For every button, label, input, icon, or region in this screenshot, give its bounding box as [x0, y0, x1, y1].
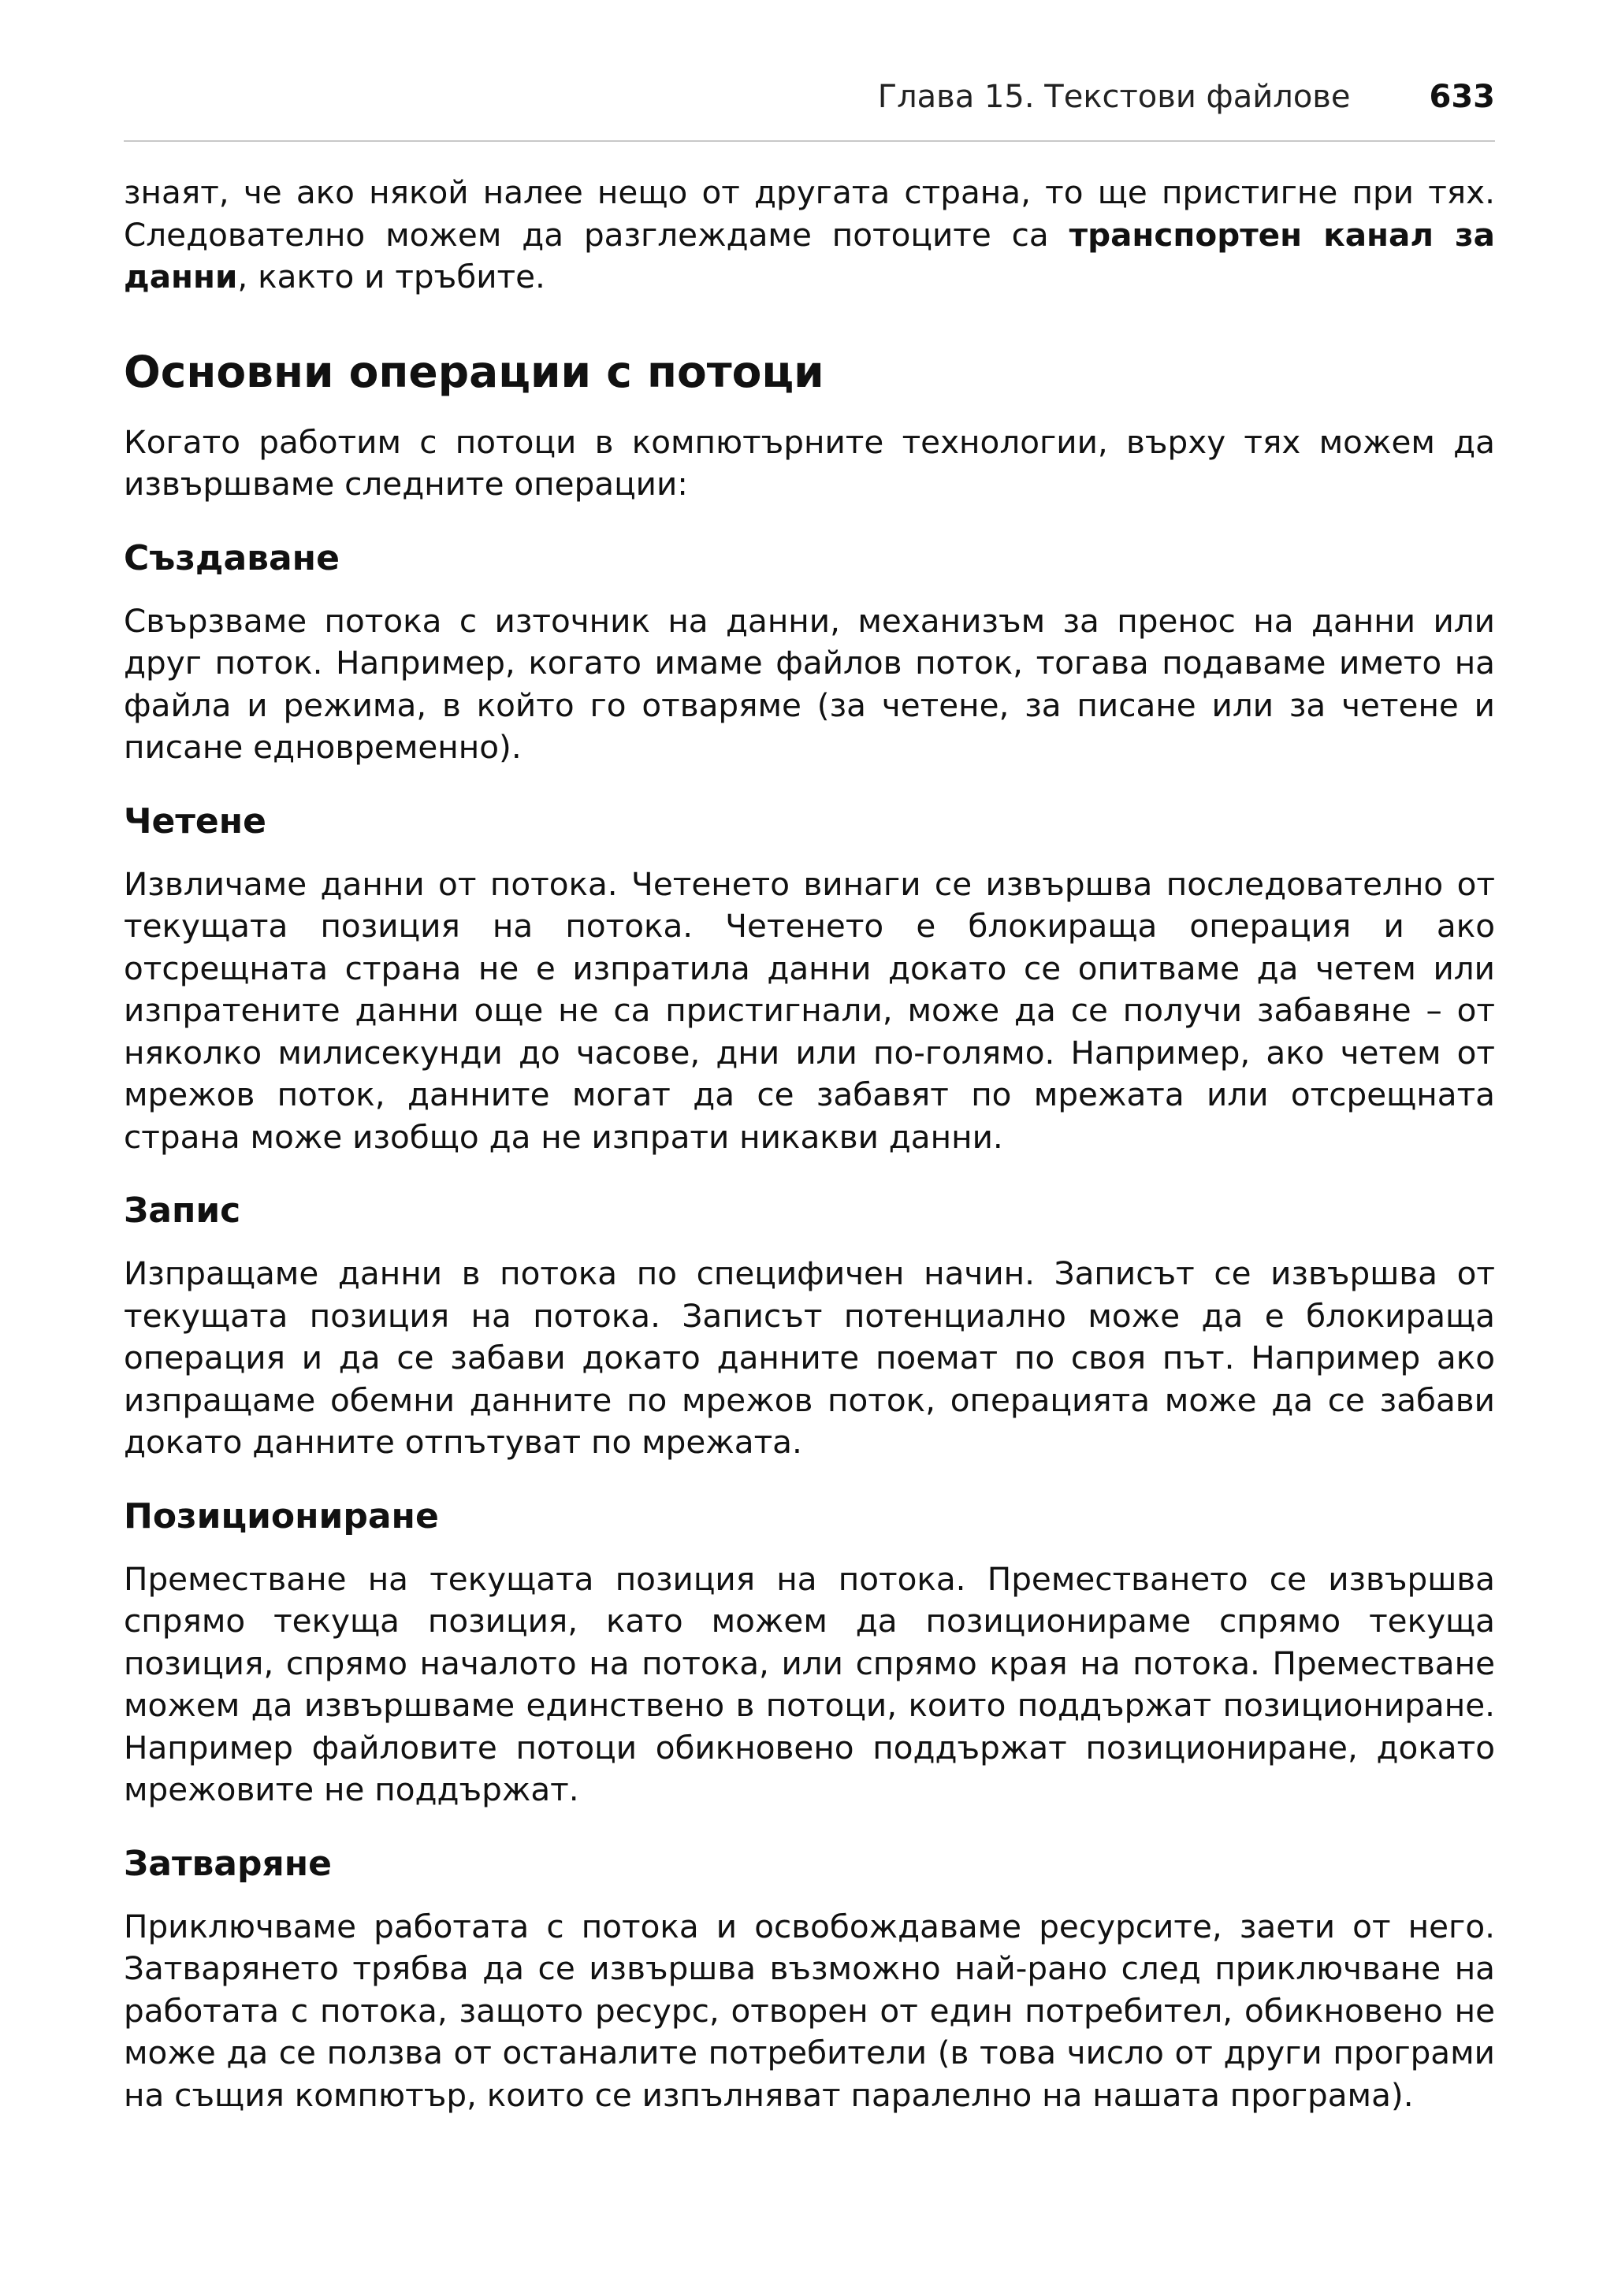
intro-paragraph [124, 172, 1495, 299]
page-content [124, 172, 1495, 2116]
heading-close: Затваряне [124, 1843, 332, 1884]
intro-bold-term: транспортен канал за данни [124, 215, 1495, 295]
paragraph-close: Приключваме работата с потока и освобождаваме ресурсите, заети от него. Затварянето трябва да се извършва възможно най-рано след приключване на работата с потока, защото ресурс, отворен от един потребител, обикновено не може да се ползва от останалите потребители (в това число от други програми на същия компютър, които се изпълняват паралелно на нашата програма). [124, 1907, 1495, 2114]
section-intro-paragraph: Когато работим с потоци в компютърните технологии, върху тях можем да извършваме следните операции: [124, 422, 1495, 503]
page-number: 633 [1429, 79, 1495, 115]
intro-text-end: , както и тръбите. [237, 258, 545, 295]
section-heading: Основни операции с потоци [124, 346, 824, 397]
heading-read: Четене [124, 801, 266, 841]
header-divider [124, 140, 1495, 142]
paragraph-write: Изпращаме данни в потока по специфичен начин. Записът се извършва от текущата позиция на потока. Записът потенциално може да е блокираща операция и да се забави докато данните поемат по своя път. Например ако изпращаме обемни данните по мрежов поток, операцията може да се забави докато данните отпътуват по мрежата. [124, 1254, 1495, 1461]
heading-seek: Позициониране [124, 1495, 439, 1536]
heading-write: Запис [124, 1191, 241, 1231]
chapter-title: Глава 15. Текстови файлове [877, 79, 1351, 115]
paragraph-seek: Преместване на текущата позиция на потока. Преместването се извършва спрямо текуща позиция, като можем да позиционираме спрямо текуща позиция, спрямо началото на потока, или спрямо края на потока. Преместване можем да извършваме единствено в потоци, които поддържат позициониране. Например файловите потоци обикновено поддържат позициониране, докато мрежовите не поддържат. [124, 1559, 1495, 1808]
running-header [124, 79, 1495, 126]
paragraph-create: Свързваме потока с източник на данни, механизъм за пренос на данни или друг поток. Например, когато имаме файлов поток, тогава подаваме името на файла и режима, в който го отваряме (за четене, за писане или за четене и писане едновременно). [124, 601, 1495, 766]
heading-create: Създаване [124, 537, 340, 578]
paragraph-read: Извличаме данни от потока. Четенето винаги се извършва последователно от текущата позиция на потока. Четенето е блокираща операция и ако отсрещната страна не е изпратила данни докато се опитваме да четем или изпратените данни още не са пристигнали, може да се получи забавяне – от няколко милисекунди до часове, дни или по-голямо. Например, ако четем от мрежов поток, данните могат да се забавят по мрежата или отсрещната страна може изобщо да не изпрати никакви данни. [124, 864, 1495, 1156]
intro-text-start: знаят, че ако някой налее нещо от другата страна, то ще пристигне при тях. Следователно можем да разглеждаме потоците са [124, 173, 1495, 254]
